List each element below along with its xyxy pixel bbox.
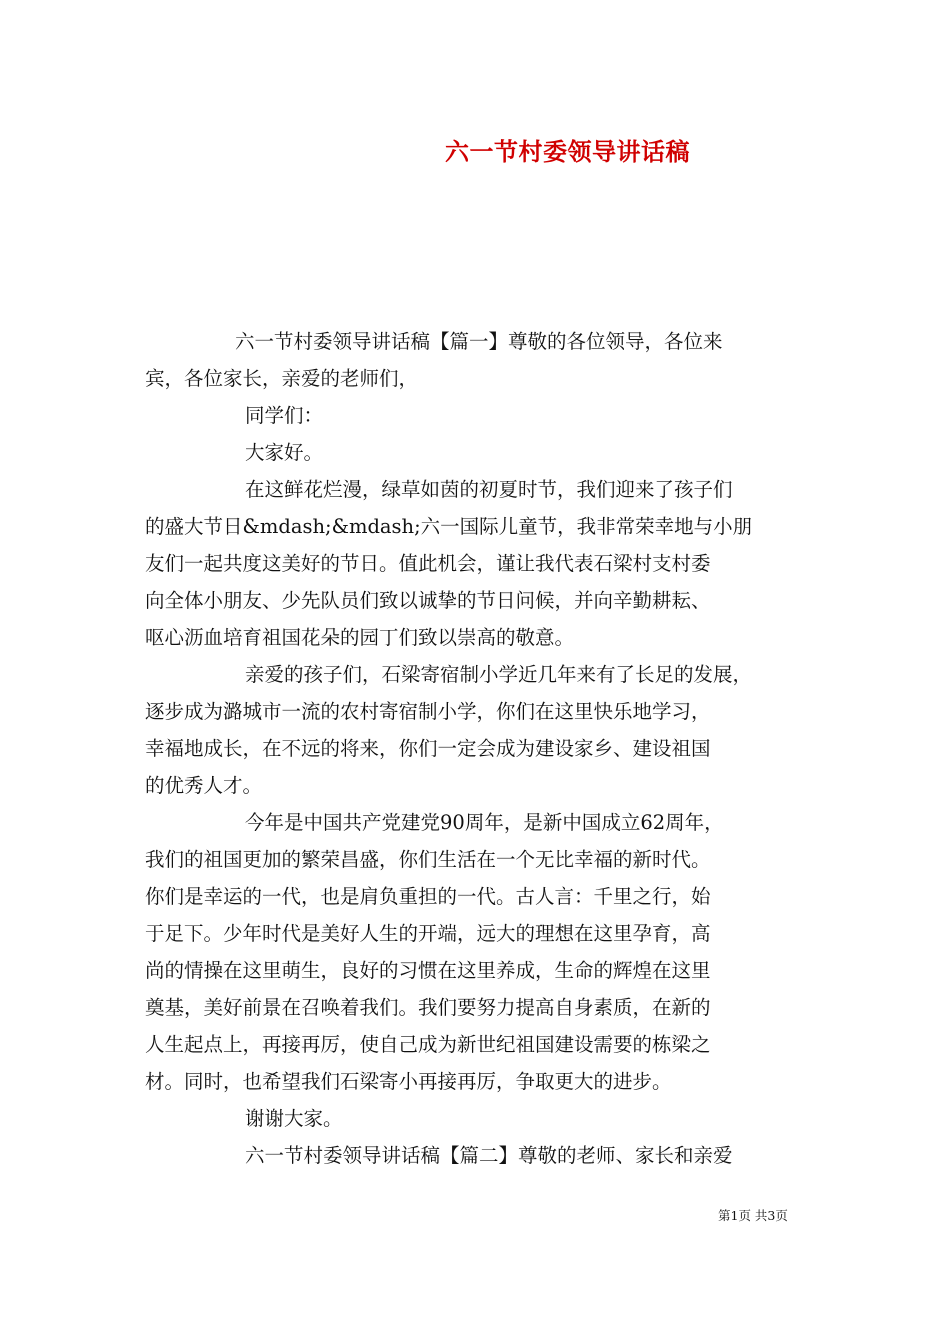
body-line: 六一节村委领导讲话稿【篇二】尊敬的老师、家长和亲爱 xyxy=(245,1144,733,1167)
body-line: 你们是幸运的一代，也是肩负重担的一代。古人言：千里之行，始 xyxy=(145,885,711,908)
body-line: 奠基，美好前景在召唤着我们。我们要努力提高自身素质，在新的 xyxy=(145,996,711,1019)
body-line: 向全体小朋友、少先队员们致以诚挚的节日问候，并向辛勤耕耘、 xyxy=(145,589,711,612)
body-line: 同学们： xyxy=(245,404,324,427)
body-line: 谢谢大家。 xyxy=(245,1107,343,1130)
document-title: 六一节村委领导讲话稿 xyxy=(445,137,690,166)
body-line: 今年是中国共产党建党90周年，是新中国成立62周年， xyxy=(245,811,724,834)
body-line: 在这鲜花烂漫，绿草如茵的初夏时节，我们迎来了孩子们 xyxy=(245,478,733,501)
body-line: 亲爱的孩子们，石梁寄宿制小学近几年来有了长足的发展， xyxy=(245,663,753,686)
body-line: 逐步成为潞城市一流的农村寄宿制小学，你们在这里快乐地学习， xyxy=(145,700,711,723)
body-line: 的优秀人才。 xyxy=(145,774,263,797)
body-line: 六一节村委领导讲话稿【篇一】尊敬的各位领导，各位来 xyxy=(235,330,723,353)
body-line: 友们一起共度这美好的节日。值此机会，谨让我代表石梁村支村委 xyxy=(145,552,711,575)
document-body xyxy=(145,323,825,1174)
body-line: 呕心沥血培育祖国花朵的园丁们致以崇高的敬意。 xyxy=(145,626,575,649)
body-line: 材。同时，也希望我们石梁寄小再接再厉，争取更大的进步。 xyxy=(145,1070,672,1093)
body-line: 尚的情操在这里萌生，良好的习惯在这里养成，生命的辉煌在这里 xyxy=(145,959,711,982)
body-line: 我们的祖国更加的繁荣昌盛，你们生活在一个无比幸福的新时代。 xyxy=(145,848,711,871)
body-line: 于足下。少年时代是美好人生的开端，远大的理想在这里孕育，高 xyxy=(145,922,711,945)
body-line: 大家好。 xyxy=(245,441,324,464)
body-line: 幸福地成长，在不远的将来，你们一定会成为建设家乡、建设祖国 xyxy=(145,737,711,760)
body-line: 人生起点上，再接再厉，使自己成为新世纪祖国建设需要的栋梁之 xyxy=(145,1033,711,1056)
body-line: 的盛大节日&mdash;&mdash;六一国际儿童节，我非常荣幸地与小朋 xyxy=(145,515,753,538)
page-footer: 第1页 共3页 xyxy=(718,1208,788,1223)
body-line: 宾，各位家长，亲爱的老师们， xyxy=(145,367,419,390)
